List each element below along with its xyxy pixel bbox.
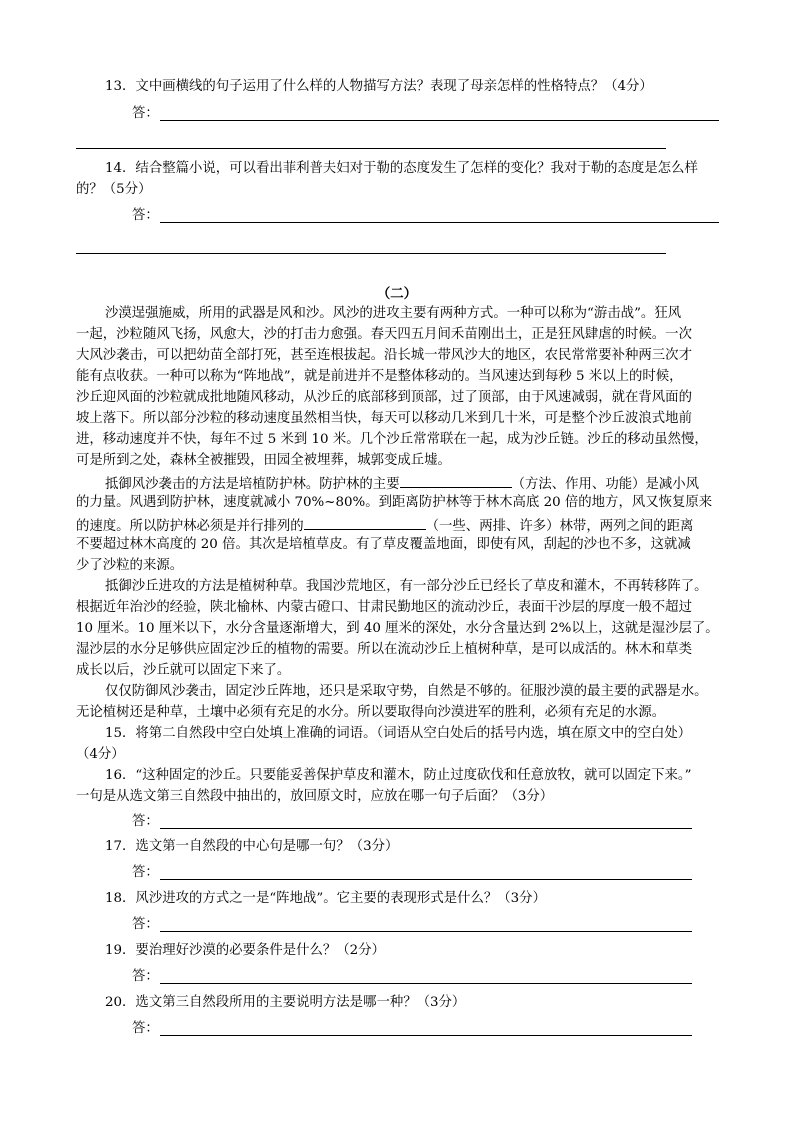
answer-line-16[interactable] (160, 828, 692, 829)
passage-p2-line-3 (76, 515, 693, 536)
passage-p3-line: 成长以后，沙丘就可以固定下来了。 (76, 663, 291, 678)
answer-line-17[interactable] (160, 879, 692, 880)
passage-p2-text: （一些、两排、许多）林带，两列之间的距离 (425, 519, 694, 534)
answer-line-14a[interactable] (160, 222, 719, 223)
passage-p1-line: 能有点收获。一种可以称为“阵地战”，就是前进并不是整体移动的。当风速达到每秒 5 米以上的时候， (76, 369, 683, 384)
passage-p2-line-2: 的力量。风遇到防护林，速度就减小 70%~80%。到距离防护林等于林木高底 20 倍的地方，风又恢复原来 (76, 495, 713, 510)
question-16-line-2: 一句是从选文第三自然段中抽出的，放回原文时，应放在哪一句子后面？（3分） (76, 789, 554, 804)
fill-blank-1[interactable] (400, 473, 512, 488)
passage-p2-line-5: 少了沙粒的来源。 (76, 558, 184, 573)
question-16-line-1: 16．“这种固定的沙丘。只要能妥善保护草皮和灌木，防止过度砍伐和任意放牧，就可以固定下来。” (105, 768, 692, 783)
passage-p4-line: 无论植树还是种草，土壤中必须有充足的水分。所以要取得向沙漠进军的胜利，必须有充足的水源。 (76, 705, 666, 720)
answer-line-19[interactable] (160, 983, 692, 984)
passage-p4-line: 仅仅防御风沙袭击，固定沙丘阵地，还只是采取守势，自然是不够的。征服沙漠的最主要的武器是水。 (105, 684, 708, 699)
question-19: 19．要治理好沙漠的必要条件是什么？（2分） (105, 943, 385, 958)
question-13: 13．文中画横线的句子运用了什么样的人物描写方法？表现了母亲怎样的性格特点？（4分） (105, 79, 653, 94)
passage-p3-line: 抵御沙丘进攻的方法是植树种草。我国沙荒地区，有一部分沙丘已经长了草皮和灌木，不再转移阵了。 (105, 579, 708, 594)
answer-label-13: 答： (132, 106, 159, 121)
answer-label-18: 答： (132, 917, 159, 932)
answer-label-16: 答： (132, 814, 159, 829)
answer-label-20: 答： (132, 1021, 159, 1036)
answer-line-14b[interactable] (76, 253, 666, 254)
passage-p1-line: 坡上落下。所以部分沙粒的移动速度虽然相当快，每天可以移动几米到几十米，可是整个沙丘波浪式地前 (76, 411, 692, 426)
passage-p2-text: 的速度。所以防护林必须是并行排列的 (76, 519, 304, 534)
passage-p1-line: 大风沙袭击，可以把幼苗全部打死，甚至连根拔起。沿长城一带风沙大的地区，农民常常要补种两三次才 (76, 348, 692, 363)
passage-p1-line: 可是所到之处，森林全被摧毁，田园全被埋葬，城郭变成丘墟。 (76, 453, 451, 468)
passage-p3-line: 湿沙层的水分足够供应固定沙丘的植物的需要。所以在流动沙丘上植树种草，是可以成活的。林木和草类 (76, 642, 692, 657)
passage-p2-text: 抵御风沙袭击的方法是培植防护林。防护林的主要 (105, 477, 400, 492)
passage-p1-line: 沙丘迎风面的沙粒就成批地随风移动，从沙丘的底部移到顶部，过了顶部，由于风速减弱，就在背风面的 (76, 390, 692, 405)
passage-p1-line: 一起，沙粒随风飞扬，风愈大，沙的打击力愈强。春天四五月间禾苗刚出土，正是狂风肆虐的时候。一次 (76, 327, 692, 342)
answer-label-14: 答： (132, 208, 159, 223)
passage-p1-line: 沙漠逞强施威，所用的武器是风和沙。风沙的进攻主要有两种方式。一种可以称为“游击战”。狂风 (105, 306, 682, 321)
answer-label-19: 答： (132, 969, 159, 984)
question-15-line-1: 15．将第二自然段中空白处填上准确的词语。（词语从空白处后的括号内选，填在原文中的空白处） (105, 726, 692, 741)
passage-p1-line: 进，移动速度并不快，每年不过 5 米到 10 米。几个沙丘常常联在一起，成为沙丘链。沙丘的移动虽然慢， (76, 432, 708, 447)
passage-p2-line-4: 不要超过林木高度的 20 倍。其次是培植草皮。有了草皮覆盖地面，即使有风，刮起的沙也不多，这就减 (76, 537, 691, 552)
question-17: 17．选文第一自然段的中心句是哪一句？（3分） (105, 839, 399, 854)
question-18: 18．风沙进攻的方式之一是“阵地战”。它主要的表现形式是什么？（3分） (105, 891, 546, 906)
answer-line-13b[interactable] (76, 148, 666, 149)
passage-p3-line: 10 厘米。10 厘米以下，水分含量逐渐增大，到 40 厘米的深处，水分含量达到 2%以上，这就是湿沙层了。 (76, 621, 719, 636)
passage-p2-line-1 (105, 473, 699, 494)
passage-p2-text: （方法、作用、功能）是减小风 (511, 477, 700, 492)
question-20: 20．选文第三自然段所用的主要说明方法是哪一种？（3分） (105, 995, 466, 1010)
question-14-line-2: 的？（5分） (76, 182, 152, 197)
question-15-line-2: （4分） (76, 747, 125, 762)
answer-label-17: 答： (132, 865, 159, 880)
answer-line-20[interactable] (160, 1035, 692, 1036)
answer-line-18[interactable] (160, 931, 692, 932)
answer-line-13a[interactable] (160, 120, 719, 121)
fill-blank-2[interactable] (304, 515, 426, 530)
passage-p3-line: 根据近年治沙的经验，陕北榆林、内蒙古磴口、甘肃民勤地区的流动沙丘，表面干沙层的厚度一般不超过 (76, 600, 692, 615)
question-14-line-1: 14．结合整篇小说，可以看出菲利普夫妇对于勒的态度发生了怎样的变化？我对于勒的态度是怎么样 (105, 161, 698, 176)
section-title: （二） (376, 286, 418, 302)
